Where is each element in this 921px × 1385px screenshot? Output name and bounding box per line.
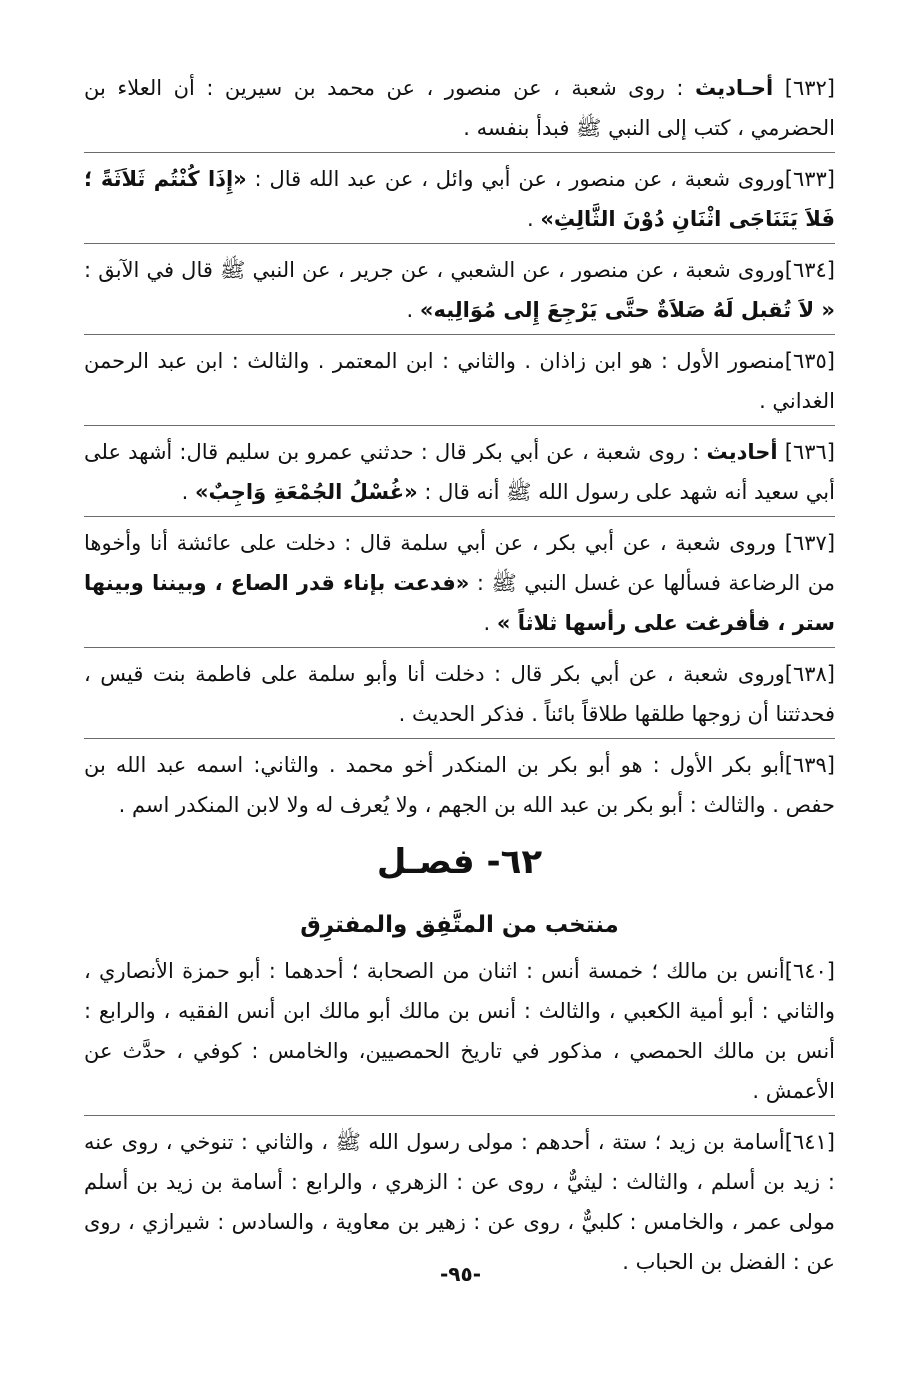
page-number: -٩٥- <box>439 1262 482 1286</box>
hadith-quote: «إِذَا كُنْتُم ثَلاَثَةً ؛ فَلاَ يَتَنَاجَى اثْنَانِ دُوْنَ الثَّالِثِ» <box>84 167 835 231</box>
paragraph-tail: . <box>181 480 195 504</box>
paragraph-632 <box>84 68 835 153</box>
chapter-title: ٦٢- فصـل <box>376 842 543 882</box>
paragraph-number: [٦٣٨] <box>784 662 835 686</box>
paragraph-text: منصور الأول : هو ابن زاذان . والثاني : ابن المعتمر . والثالث : ابن عبد الرحمن الغداني . <box>84 349 835 413</box>
paragraph-633 <box>84 159 835 244</box>
paragraph-number: [٦٣٤] <box>784 258 835 282</box>
paragraph-637 <box>84 523 835 648</box>
paragraph-number: [٦٣٧] <box>776 531 836 555</box>
paragraph-text: وروى شعبة ، عن منصور ، عن الشعبي ، عن جرير ، عن النبي ﷺ قال في الآبق : <box>84 258 785 282</box>
paragraph-638 <box>84 654 835 739</box>
paragraph-text: وروى شعبة ، عن أبي بكر قال : دخلت أنا وأبو سلمة على فاطمة بنت قيس ، فحدثتنا أن زوجها طلقها طلاقاً بائناً . فذكر الحديث . <box>84 662 835 726</box>
paragraph-text: وروى شعبة ، عن منصور ، عن أبي وائل ، عن عبد الله قال : <box>246 167 785 191</box>
paragraph-number: [٦٣٩] <box>784 753 835 777</box>
paragraph-text: : روى شعبة ، عن منصور ، عن محمد بن سيرين : أن العلاء بن الحضرمي ، كتب إلى النبي ﷺ فبدأ بنفسه . <box>84 76 835 140</box>
paragraph-number: [٦٣٦] <box>777 440 835 464</box>
paragraph-text: : روى شعبة ، عن أبي بكر قال : حدثني عمرو بن سليم قال: أشهد على أبي سعيد أنه شهد على رسول الله ﷺ أنه قال : <box>84 440 835 504</box>
hadith-quote: « لاَ تُقبل لَهُ صَلاَةٌ حتَّى يَرْجِعَ إِلى مُوَالِيه» <box>419 298 835 322</box>
paragraph-634 <box>84 250 835 335</box>
paragraph-tail: . <box>526 207 541 231</box>
paragraph-tail: . <box>483 611 497 635</box>
paragraph-number: [٦٤٠] <box>784 959 835 983</box>
paragraph-639 <box>84 745 835 829</box>
paragraph-636 <box>84 432 835 517</box>
paragraph-text: وروى شعبة ، عن أبي بكر ، عن أبي سلمة قال : دخلت على عائشة أنا وأخوها من الرضاعة فسألها عن غسل النبي ﷺ : <box>84 531 835 595</box>
paragraph-number: [٦٤١] <box>784 1130 835 1154</box>
paragraph-number: [٦٣٢] <box>773 76 835 100</box>
hadith-quote: «غُسْلُ الجُمْعَةِ وَاجِبٌ» <box>194 480 418 504</box>
chapter-subtitle: منتخب من المتَّفِق والمفترِق <box>300 912 619 938</box>
hadith-quote: «فدعت بإناء قدر الصاع ، وبيننا وبينها ستر ، فأفرغت على رأسها ثلاثاً » <box>84 571 835 635</box>
section-label: أحاديث <box>706 440 778 464</box>
paragraph-number: [٦٣٥] <box>784 349 835 373</box>
paragraph-text: أسامة بن زيد ؛ ستة ، أحدهم : مولى رسول الله ﷺ ، والثاني : تنوخي ، روى عنه : زيد بن أسلم ، والثالث : ليثيٌّ ، روى عن : الزهري ، والرابع : أسامة بن زيد بن أسلم مولى عمر ، والخامس : كلبيٌّ ، روى عن : زهير بن معاوية ، والسادس : شيرازي ، روى عن : الفضل بن الحباب . <box>84 1130 835 1274</box>
paragraph-tail: . <box>406 298 420 322</box>
paragraph-text: أبو بكر الأول : هو أبو بكر بن المنكدر أخو محمد . والثاني: اسمه عبد الله بن حفص . والثالث : أبو بكر بن عبد الله بن الجهم ، ولا يُعرف له ولا لابن المنكدر اسم . <box>84 753 835 817</box>
section-label: أحـاديث <box>694 76 774 100</box>
paragraph-635 <box>84 341 835 426</box>
paragraph-number: [٦٣٣] <box>784 167 835 191</box>
paragraph-640 <box>84 951 835 1116</box>
document-page <box>84 68 835 1292</box>
paragraph-text: أنس بن مالك ؛ خمسة أنس : اثنان من الصحابة ؛ أحدهما : أبو حمزة الأنصاري ، والثاني : أبو أمية الكعبي ، والثالث : أنس بن مالك أبو مالك ابن أنس الفقيه ، والرابع : أنس بن مالك الحمصي ، مذكور في تاريخ الحمصيين، والخامس : كوفي ، حدَّث عن الأعمش . <box>84 959 835 1103</box>
